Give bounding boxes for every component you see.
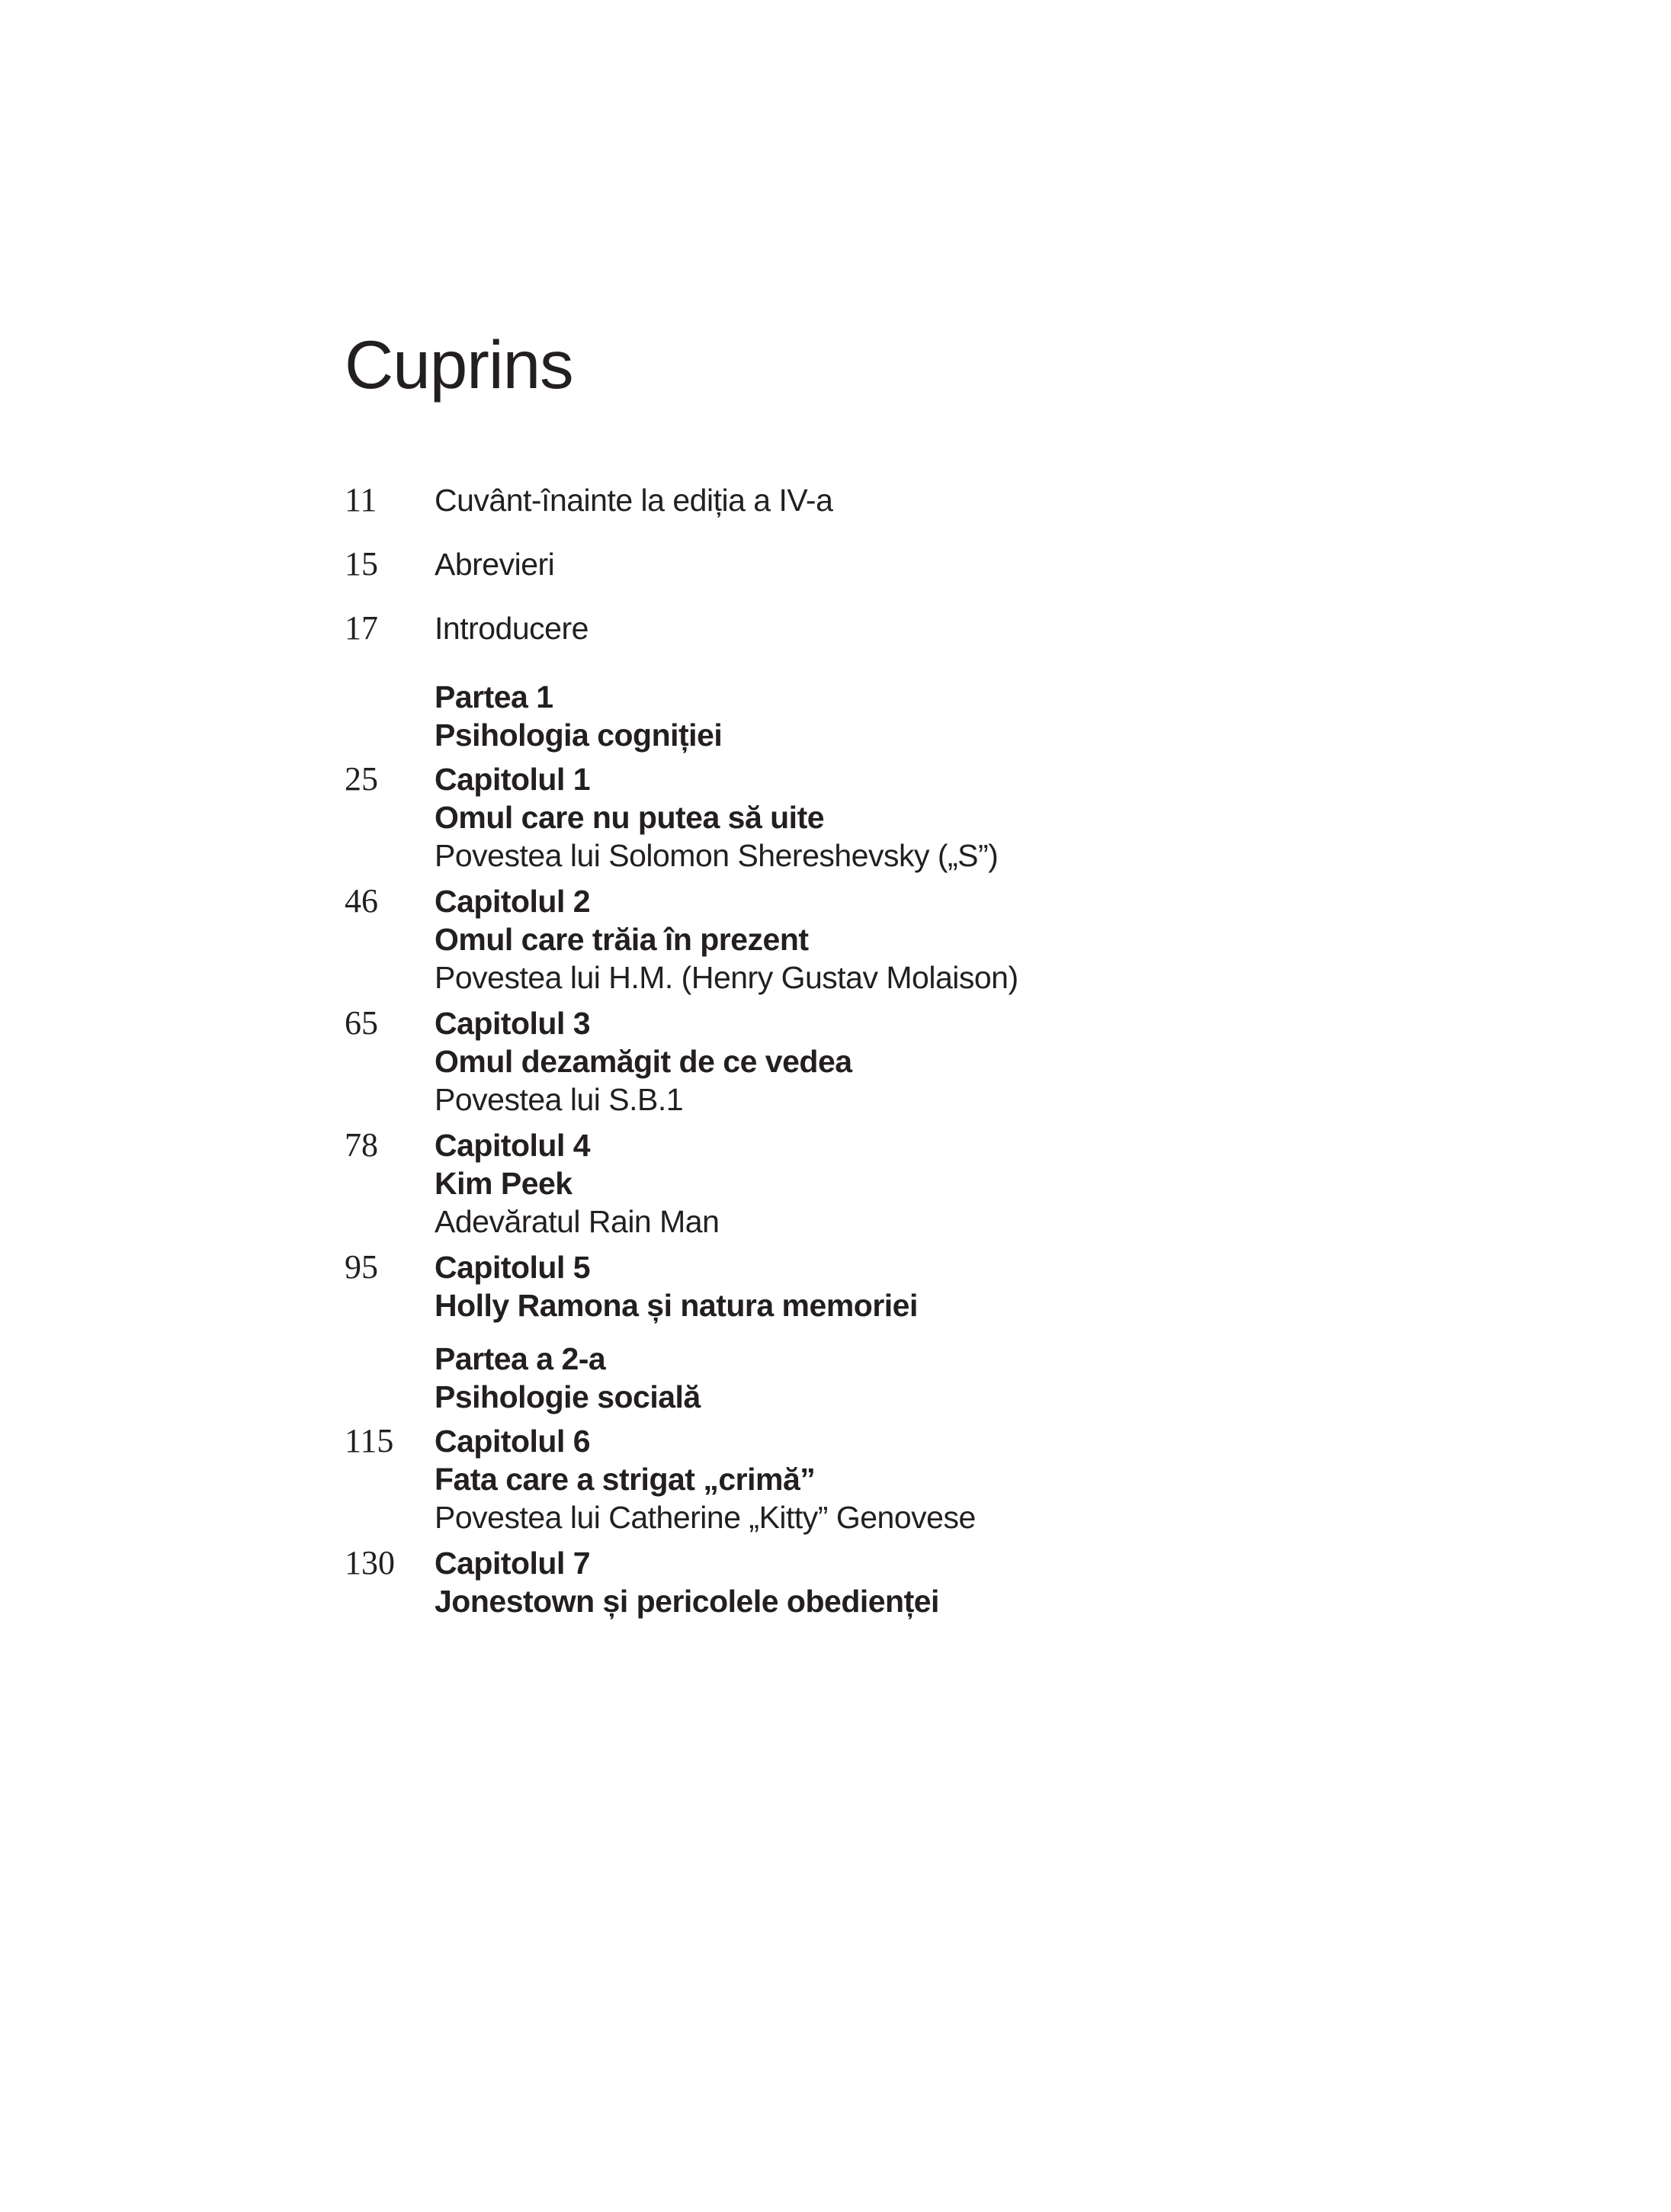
chapter-entry bbox=[435, 1422, 1412, 1536]
entry-label: Abrevieri bbox=[435, 547, 555, 582]
page-number: 15 bbox=[345, 545, 378, 583]
toc-entry-chapter-6 bbox=[345, 1422, 1412, 1536]
page-number: 115 bbox=[345, 1422, 394, 1459]
chapter-label: Capitolul 7 bbox=[435, 1546, 591, 1581]
chapter-label: Capitolul 3 bbox=[435, 1006, 591, 1041]
page-number: 65 bbox=[345, 1004, 378, 1042]
chapter-label: Capitolul 5 bbox=[435, 1250, 591, 1285]
part-1-label: Partea 1 bbox=[435, 679, 553, 714]
chapter-label: Capitolul 2 bbox=[435, 884, 591, 919]
toc-entry-abbreviations bbox=[345, 545, 1412, 583]
page-number: 95 bbox=[345, 1248, 378, 1286]
chapter-label: Capitolul 6 bbox=[435, 1424, 591, 1459]
table-of-contents bbox=[345, 326, 1412, 1628]
entry-label: Introducere bbox=[435, 611, 589, 646]
chapter-title: Omul dezamăgit de ce vedea bbox=[435, 1044, 852, 1079]
toc-entry-chapter-7 bbox=[345, 1544, 1412, 1620]
chapter-subtitle: Povestea lui H.M. (Henry Gustav Molaison) bbox=[435, 960, 1018, 995]
chapter-title: Fata care a strigat „crimă” bbox=[435, 1462, 816, 1497]
page-number: 130 bbox=[345, 1544, 395, 1581]
chapter-entry bbox=[435, 1544, 1412, 1620]
toc-entry-chapter-1 bbox=[345, 760, 1412, 875]
chapter-subtitle: Povestea lui S.B.1 bbox=[435, 1082, 684, 1117]
toc-entry-introduction bbox=[345, 609, 1412, 647]
chapter-subtitle: Adevăratul Rain Man bbox=[435, 1204, 720, 1239]
chapter-entry bbox=[435, 882, 1412, 997]
toc-entry-foreword bbox=[345, 481, 1412, 519]
chapter-title: Kim Peek bbox=[435, 1166, 573, 1201]
chapter-title: Omul care trăia în prezent bbox=[435, 922, 809, 957]
entry-label: Cuvânt-înainte la ediția a IV-a bbox=[435, 483, 833, 518]
part-1-heading bbox=[435, 678, 1412, 754]
page-title: Cuprins bbox=[345, 326, 573, 403]
chapter-label: Capitolul 1 bbox=[435, 762, 591, 797]
chapter-entry bbox=[435, 760, 1412, 875]
chapter-entry bbox=[435, 1126, 1412, 1241]
part-2-label: Partea a 2-a bbox=[435, 1341, 606, 1376]
chapter-subtitle: Povestea lui Solomon Shereshevsky („S”) bbox=[435, 838, 999, 873]
part-1-title: Psihologia cogniției bbox=[435, 718, 723, 753]
page-number: 17 bbox=[345, 609, 378, 647]
chapter-title: Holly Ramona și natura memoriei bbox=[435, 1288, 918, 1323]
toc-entry-chapter-3 bbox=[345, 1004, 1412, 1119]
page-number: 46 bbox=[345, 882, 378, 920]
page-number: 78 bbox=[345, 1126, 378, 1164]
chapter-title: Jonestown și pericolele obedienței bbox=[435, 1584, 939, 1619]
chapter-label: Capitolul 4 bbox=[435, 1128, 591, 1163]
part-2-heading bbox=[435, 1340, 1412, 1416]
toc-entry-chapter-4 bbox=[345, 1126, 1412, 1241]
part-2-title: Psihologie socială bbox=[435, 1379, 701, 1414]
chapter-subtitle: Povestea lui Catherine „Kitty” Genovese bbox=[435, 1500, 976, 1535]
toc-entry-chapter-5 bbox=[345, 1248, 1412, 1324]
chapter-entry bbox=[435, 1248, 1412, 1324]
toc-entry-chapter-2 bbox=[345, 882, 1412, 997]
chapter-entry bbox=[435, 1004, 1412, 1119]
chapter-title: Omul care nu putea să uite bbox=[435, 800, 825, 835]
page-number: 11 bbox=[345, 481, 377, 518]
page-number: 25 bbox=[345, 760, 378, 798]
